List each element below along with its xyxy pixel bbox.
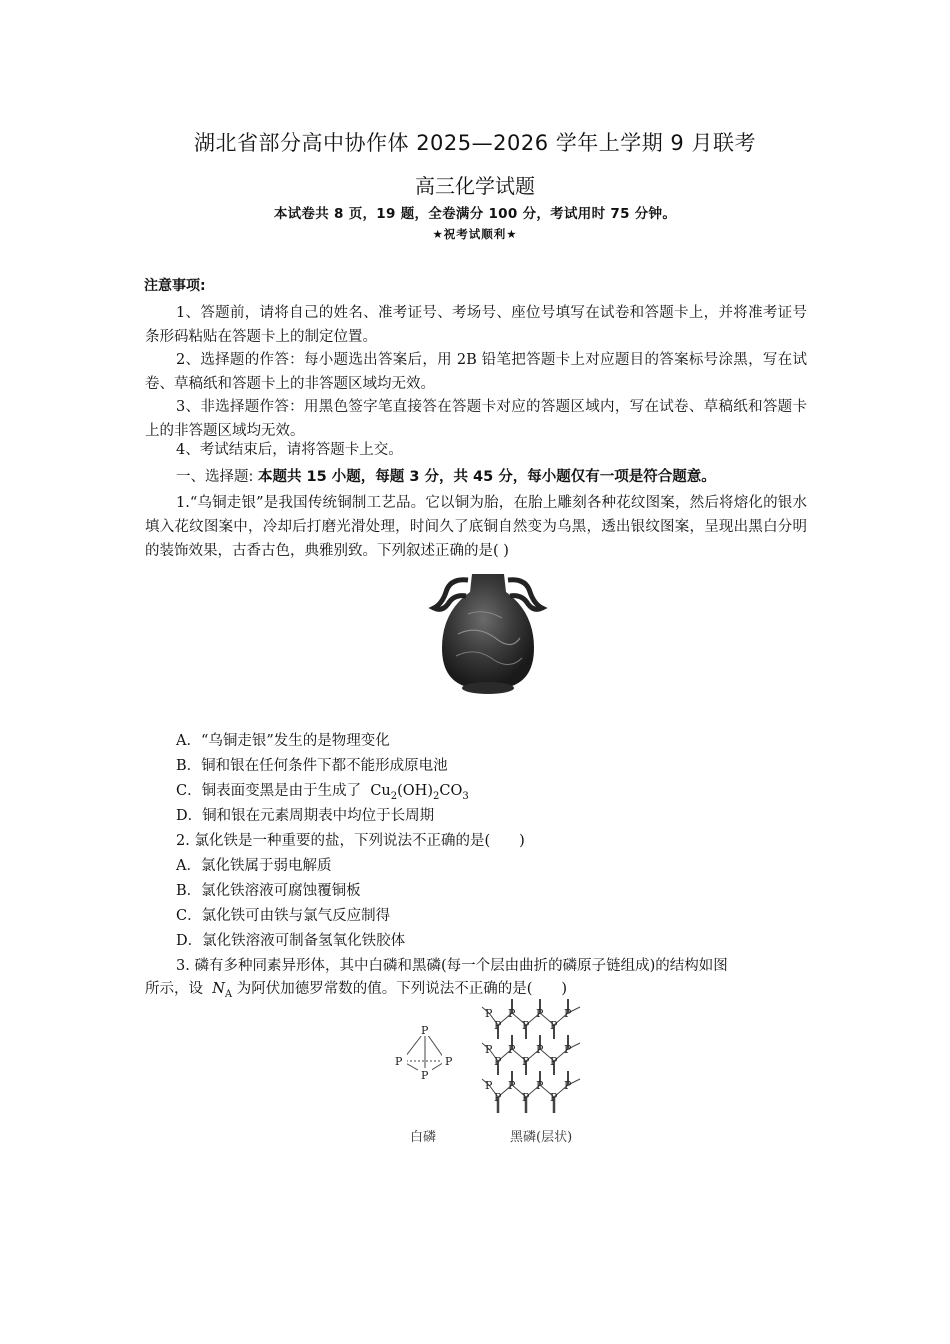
svg-text:P: P xyxy=(494,1055,502,1068)
svg-text:P: P xyxy=(494,1091,502,1104)
question-2-stem: 2. 氯化铁是一种重要的盐，下列说法不正确的是( ) xyxy=(176,833,525,849)
svg-text:P: P xyxy=(522,1091,530,1104)
question-3-stem-line2: 所示，设 $N_A$ 为阿伏加德罗常数的值。下列说法不正确的是( ) xyxy=(145,981,568,1000)
question-3-stem-line1: 3. 磷有多种同素异形体，其中白磷和黑磷(每一个层由曲折的磷原子链组成)的结构如图 xyxy=(176,958,728,974)
q1-option-a: A．“乌铜走银”发生的是物理变化 xyxy=(176,733,390,749)
svg-text:P: P xyxy=(445,1055,453,1068)
black-phosphorus-atoms xyxy=(485,1007,572,1104)
q1-option-c-text: C．铜表面变黑是由于生成了 xyxy=(176,783,362,799)
svg-text:P: P xyxy=(550,1055,558,1068)
q2-option-a: A．氯化铁属于弱电解质 xyxy=(176,858,332,874)
svg-text:P: P xyxy=(536,1043,544,1056)
white-phosphorus-label: 白磷 xyxy=(410,1130,437,1145)
p-atom: P xyxy=(421,1024,429,1037)
blessing: ★祝考试顺利★ xyxy=(432,227,518,241)
svg-text:P: P xyxy=(485,1007,493,1020)
svg-text:P: P xyxy=(550,1091,558,1104)
svg-text:P: P xyxy=(508,1043,516,1056)
exam-title: 湖北省部分高中协作体 2025—2026 学年上学期 9 月联考 xyxy=(194,131,756,155)
notice-item-4: 4、考试结束后，请将答题卡上交。 xyxy=(176,442,403,458)
vase-image xyxy=(428,574,548,696)
na-symbol: N xyxy=(212,981,225,997)
q1-option-b: B．铜和银在任何条件下都不能形成原电池 xyxy=(176,758,448,774)
exam-subtitle: 高三化学试题 xyxy=(415,174,535,198)
q1-option-d: D．铜和银在元素周期表中均位于长周期 xyxy=(176,808,435,824)
q2-option-b: B．氯化铁溶液可腐蚀覆铜板 xyxy=(176,883,361,899)
svg-text:P: P xyxy=(421,1069,429,1082)
black-phosphorus-label: 黑磷(层状) xyxy=(510,1130,573,1145)
phosphorus-structure-figure xyxy=(388,995,608,1145)
notice-item-1: 1、答题前，请将自己的姓名、准考证号、考场号、座位号填写在试卷和答题卡上，并将准考证号条形码粘贴在答题卡上的制定位置。 xyxy=(145,305,807,345)
svg-text:P: P xyxy=(522,1019,530,1032)
section-heading xyxy=(176,465,716,486)
svg-text:P: P xyxy=(508,1007,516,1020)
section-text: 本题共 15 小题，每题 3 分，共 45 分，每小题仅有一项是符合题意。 xyxy=(258,469,716,485)
svg-text:P: P xyxy=(564,1079,572,1092)
q1-option-c-formula: $Cu_2(OH)_2CO_3$ xyxy=(370,783,469,802)
q2-option-d: D．氯化铁溶液可制备氢氧化铁胶体 xyxy=(176,933,406,949)
svg-text:P: P xyxy=(564,1007,572,1020)
svg-text:P: P xyxy=(494,1019,502,1032)
notice-item-3: 3、非选择题作答：用黑色签字笔直接答在答题卡对应的答题区域内，写在试卷、草稿纸和答题卡上的非答题区域均无效。 xyxy=(145,399,807,439)
svg-text:P: P xyxy=(508,1079,516,1092)
svg-text:P: P xyxy=(395,1055,403,1068)
notice-heading: 注意事项: xyxy=(144,278,206,294)
white-phosphorus-diagram xyxy=(402,1031,446,1074)
svg-text:P: P xyxy=(536,1007,544,1020)
svg-text:P: P xyxy=(485,1079,493,1092)
question-1-stem: 1.“乌铜走银”是我国传统铜制工艺品。它以铜为胎，在胎上雕刻各种花纹图案，然后将熔化的银水填入花纹图案中，冷却后打磨光滑处理，时间久了底铜自然变为乌黑，透出银纹图案，呈现出黑白分明的装饰效果，古香古色，典雅别致。下列叙述正确的是( ) xyxy=(145,495,807,559)
q1-option-c xyxy=(176,779,469,802)
svg-text:P: P xyxy=(536,1079,544,1092)
svg-text:P: P xyxy=(550,1019,558,1032)
svg-text:P: P xyxy=(485,1043,493,1056)
exam-info: 本试卷共 8 页，19 题，全卷满分 100 分，考试用时 75 分钟。 xyxy=(273,206,677,222)
svg-text:P: P xyxy=(564,1043,572,1056)
notice-item-2: 2、选择题的作答：每小题选出答案后，用 2B 铅笔把答题卡上对应题目的答案标号涂黑，写在试卷、草稿纸和答题卡上的非答题区域均无效。 xyxy=(145,352,807,392)
q2-option-c: C．氯化铁可由铁与氯气反应制得 xyxy=(176,908,391,924)
section-prefix: 一、选择题: xyxy=(176,469,254,485)
svg-text:P: P xyxy=(522,1055,530,1068)
